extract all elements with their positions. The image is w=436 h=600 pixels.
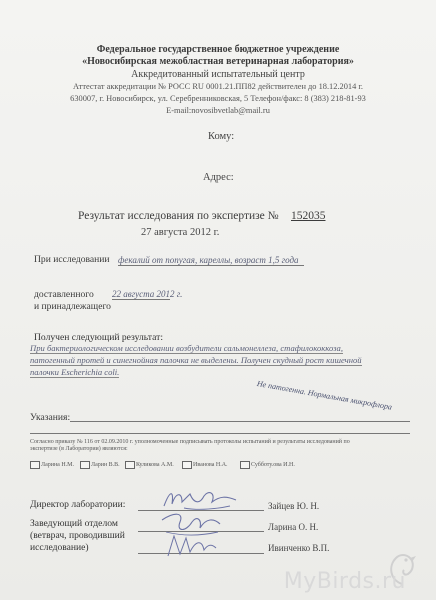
signatory-name: Субботу.ова И.Н.	[251, 462, 295, 468]
result-title: Результат исследования по экспертизе №	[78, 210, 279, 222]
order-note-line2: экспертизе (в Лаборатории) являются:	[30, 446, 128, 452]
result-line-2: патогенный протей и синегнойная палочка не выделены. Получен скудный рост кишечной	[30, 355, 362, 365]
director-name: Зайцев Ю. Н.	[268, 501, 320, 511]
study-label: При исследовании	[34, 254, 110, 265]
instructions-line-2	[30, 433, 410, 434]
result-date: 27 августа 2012 г.	[141, 227, 220, 238]
department-head-sub1: (ветврач, проводивший	[30, 530, 125, 541]
org-name-line1: Федеральное государственное бюджетное учреждение	[96, 44, 340, 55]
org-name-line2: «Новосибирская межобластная ветеринарная лаборатория»	[82, 56, 354, 67]
signatory-checkbox[interactable]	[182, 461, 192, 469]
handwritten-margin-note: Не патогенна. Нормальная микрофлора	[256, 378, 393, 412]
address-label: Адрес:	[203, 172, 234, 183]
director-label: Директор лаборатории:	[30, 499, 126, 510]
accreditation-line: Аттестат аккредитации № РОСС RU 0001.21.ПП82 действителен до 18.12.2014 г.	[73, 82, 363, 91]
instructions-line	[70, 421, 410, 422]
department-head-label: Заведующий отделом	[30, 518, 118, 529]
belonging-label: и принадлежащего	[34, 301, 111, 312]
recipient-label: Кому:	[208, 131, 235, 142]
signatory-checkbox[interactable]	[240, 461, 250, 469]
result-line-1: При бактериологическом исследовании возбудители сальмонеллеза, стафилококкоза,	[30, 343, 343, 353]
order-note-line1: Согласно приказу № 116 от 02.09.2010 г. уполномоченные подписывать протоколы испытаний и результаты исследований по	[30, 439, 350, 445]
study-value: фекалий от попугая, кареллы, возраст 1,5 года	[118, 255, 304, 266]
address-line: 630007, г. Новосибирск, ул. Серебренниковская, 5 Телефон/факс: 8 (383) 218-81-93	[70, 94, 366, 103]
third-signatory-name: Ивинченко В.П.	[268, 543, 330, 553]
department-head-sub2: исследование)	[30, 542, 89, 553]
instructions-label: Указания:	[30, 412, 71, 423]
delivered-date: 22 августа 2012 г.	[112, 289, 183, 299]
signatory-name: Иванова Н.А.	[193, 462, 228, 468]
signatory-name: Ларин В.В.	[91, 462, 120, 468]
signatory-name: Куликова А.М.	[136, 462, 174, 468]
signatory-name: Ларина Н.М.	[41, 462, 74, 468]
signatory-checkbox[interactable]	[80, 461, 90, 469]
email-line: E-mail:novosibvetlab@mail.ru	[166, 106, 270, 115]
third-signature	[160, 530, 220, 560]
expertise-number: 152035	[291, 210, 326, 222]
department-head-name: Ларина О. Н.	[268, 522, 319, 532]
delivered-label: доставленного	[34, 289, 94, 300]
signatory-checkbox[interactable]	[30, 461, 40, 469]
result-heading: Получен следующий результат:	[34, 332, 163, 343]
signatory-checkbox[interactable]	[125, 461, 135, 469]
result-line-3: палочки Escherichia coli.	[30, 367, 120, 377]
org-name-line3: Аккредитованный испытательный центр	[131, 69, 305, 80]
watermark: MyBirds.ru	[283, 569, 406, 594]
